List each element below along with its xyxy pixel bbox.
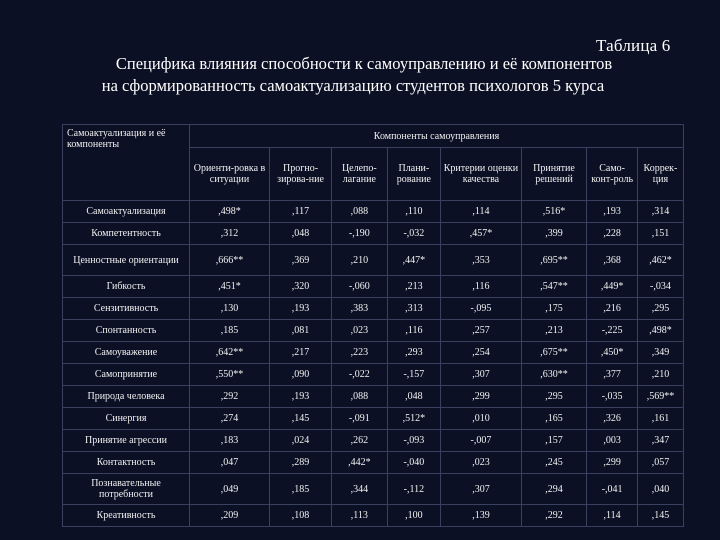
- table-cell: ,010: [441, 408, 521, 430]
- table-cell: ,295: [521, 386, 587, 408]
- table-cell: ,217: [269, 342, 331, 364]
- column-header: Принятие решений: [521, 148, 587, 201]
- table-cell: ,642**: [190, 342, 270, 364]
- table-cell: -,041: [587, 474, 638, 505]
- table-row: [63, 474, 684, 505]
- table-cell: -,093: [387, 430, 441, 452]
- column-header: Ориенти-ровка в ситуации: [190, 148, 270, 201]
- table-row: [63, 245, 684, 276]
- table-row: [63, 201, 684, 223]
- table-cell: ,130: [190, 298, 270, 320]
- table-cell: ,185: [269, 474, 331, 505]
- table-cell: ,254: [441, 342, 521, 364]
- table-cell: ,193: [269, 386, 331, 408]
- table-cell: ,462*: [637, 245, 683, 276]
- table-row: [63, 298, 684, 320]
- table-cell: ,344: [332, 474, 387, 505]
- row-label: Ценностные ориентации: [63, 245, 190, 276]
- table-cell: ,213: [387, 276, 441, 298]
- corner-header: Самоактуализация и её компоненты: [63, 125, 190, 201]
- table-cell: -,034: [637, 276, 683, 298]
- table-cell: ,161: [637, 408, 683, 430]
- column-header: Критерии оценки качества: [441, 148, 521, 201]
- table-cell: ,630**: [521, 364, 587, 386]
- table-cell: ,108: [269, 505, 331, 527]
- table-cell: ,383: [332, 298, 387, 320]
- table-cell: ,450*: [587, 342, 638, 364]
- row-label: Познавательные потребности: [63, 474, 190, 505]
- table-cell: -,157: [387, 364, 441, 386]
- table-cell: ,292: [521, 505, 587, 527]
- table-cell: ,293: [387, 342, 441, 364]
- table-cell: ,114: [441, 201, 521, 223]
- table-cell: ,023: [441, 452, 521, 474]
- table-cell: ,295: [637, 298, 683, 320]
- table-cell: ,695**: [521, 245, 587, 276]
- title-line-2: на сформированность самоактуализацию студентов психологов 5 курса: [101, 76, 605, 95]
- table-body: [63, 201, 684, 527]
- table-cell: -,007: [441, 430, 521, 452]
- column-header: Плани-рование: [387, 148, 441, 201]
- table-cell: ,185: [190, 320, 270, 342]
- table-cell: -,091: [332, 408, 387, 430]
- table-cell: ,353: [441, 245, 521, 276]
- table-cell: ,368: [587, 245, 638, 276]
- table-cell: ,049: [190, 474, 270, 505]
- table-cell: ,193: [269, 298, 331, 320]
- table-row: [63, 505, 684, 527]
- table-cell: ,113: [332, 505, 387, 527]
- row-label: Сензитивность: [63, 298, 190, 320]
- table-cell: ,003: [587, 430, 638, 452]
- table-cell: ,183: [190, 430, 270, 452]
- table-cell: ,213: [521, 320, 587, 342]
- table-cell: ,449*: [587, 276, 638, 298]
- table-row: [63, 452, 684, 474]
- row-label: Самопринятие: [63, 364, 190, 386]
- row-label: Природа человека: [63, 386, 190, 408]
- table-cell: ,057: [637, 452, 683, 474]
- correlation-table: [62, 124, 684, 527]
- table-cell: ,377: [587, 364, 638, 386]
- table-cell: ,175: [521, 298, 587, 320]
- table-cell: ,289: [269, 452, 331, 474]
- table-cell: ,117: [269, 201, 331, 223]
- table-cell: -,095: [441, 298, 521, 320]
- table-cell: ,100: [387, 505, 441, 527]
- table-cell: ,145: [637, 505, 683, 527]
- table-cell: ,313: [387, 298, 441, 320]
- table-cell: ,347: [637, 430, 683, 452]
- table-cell: ,023: [332, 320, 387, 342]
- table-cell: ,498*: [637, 320, 683, 342]
- table-number: Таблица 6: [596, 36, 671, 55]
- table-cell: ,516*: [521, 201, 587, 223]
- table-cell: ,048: [387, 386, 441, 408]
- table-cell: ,312: [190, 223, 270, 245]
- table-row: [63, 430, 684, 452]
- table-cell: ,257: [441, 320, 521, 342]
- table-cell: ,116: [441, 276, 521, 298]
- table-cell: ,090: [269, 364, 331, 386]
- table-cell: ,299: [587, 452, 638, 474]
- table-cell: ,292: [190, 386, 270, 408]
- table-cell: ,547**: [521, 276, 587, 298]
- table-row: [63, 276, 684, 298]
- table-cell: -,032: [387, 223, 441, 245]
- table-cell: ,299: [441, 386, 521, 408]
- table-cell: ,047: [190, 452, 270, 474]
- column-header: Коррек-ция: [637, 148, 683, 201]
- column-header: Само-конт-роль: [587, 148, 638, 201]
- table-cell: ,569**: [637, 386, 683, 408]
- table-cell: ,114: [587, 505, 638, 527]
- table-cell: ,081: [269, 320, 331, 342]
- row-label: Креативность: [63, 505, 190, 527]
- table-cell: ,442*: [332, 452, 387, 474]
- table-cell: ,223: [332, 342, 387, 364]
- table-cell: ,139: [441, 505, 521, 527]
- table-cell: ,512*: [387, 408, 441, 430]
- table-cell: ,210: [332, 245, 387, 276]
- table-cell: ,457*: [441, 223, 521, 245]
- table-cell: ,116: [387, 320, 441, 342]
- column-header: Целепо-лагание: [332, 148, 387, 201]
- table-cell: ,274: [190, 408, 270, 430]
- table-cell: ,088: [332, 201, 387, 223]
- table-cell: ,157: [521, 430, 587, 452]
- row-label: Синергия: [63, 408, 190, 430]
- table-cell: ,110: [387, 201, 441, 223]
- table-cell: ,369: [269, 245, 331, 276]
- table-cell: -,035: [587, 386, 638, 408]
- row-label: Самоуважение: [63, 342, 190, 364]
- table-cell: -,225: [587, 320, 638, 342]
- row-label: Самоактуализация: [63, 201, 190, 223]
- table-cell: ,048: [269, 223, 331, 245]
- table-cell: ,193: [587, 201, 638, 223]
- table-cell: ,307: [441, 474, 521, 505]
- table-cell: -,112: [387, 474, 441, 505]
- table-cell: ,498*: [190, 201, 270, 223]
- table-cell: ,088: [332, 386, 387, 408]
- table-cell: ,326: [587, 408, 638, 430]
- table-row: [63, 223, 684, 245]
- table-cell: ,294: [521, 474, 587, 505]
- table-cell: -,040: [387, 452, 441, 474]
- table-cell: ,151: [637, 223, 683, 245]
- table-cell: ,320: [269, 276, 331, 298]
- table-cell: ,245: [521, 452, 587, 474]
- table-cell: ,451*: [190, 276, 270, 298]
- table-title: [0, 53, 720, 97]
- table-cell: ,447*: [387, 245, 441, 276]
- table-cell: ,314: [637, 201, 683, 223]
- title-line-1: Специфика влияния способности к самоуправлению и её компонентов: [115, 54, 613, 73]
- table-cell: -,022: [332, 364, 387, 386]
- table-cell: ,550**: [190, 364, 270, 386]
- table-cell: ,210: [637, 364, 683, 386]
- table-row: [63, 386, 684, 408]
- row-label: Принятие агрессии: [63, 430, 190, 452]
- table-cell: ,209: [190, 505, 270, 527]
- components-header: Компоненты самоуправления: [190, 125, 684, 148]
- table-row: [63, 364, 684, 386]
- table-cell: ,307: [441, 364, 521, 386]
- column-header: Прогно-зирова-ние: [269, 148, 331, 201]
- table-cell: ,349: [637, 342, 683, 364]
- row-label: Компетентность: [63, 223, 190, 245]
- row-label: Спонтанность: [63, 320, 190, 342]
- table-cell: ,145: [269, 408, 331, 430]
- table-cell: ,165: [521, 408, 587, 430]
- table-cell: ,399: [521, 223, 587, 245]
- table-cell: -,190: [332, 223, 387, 245]
- table-cell: ,040: [637, 474, 683, 505]
- table-cell: -,060: [332, 276, 387, 298]
- table-row: [63, 320, 684, 342]
- table-row: [63, 342, 684, 364]
- table-cell: ,666**: [190, 245, 270, 276]
- table-cell: ,228: [587, 223, 638, 245]
- table-row: [63, 408, 684, 430]
- table-cell: ,675**: [521, 342, 587, 364]
- row-label: Гибкость: [63, 276, 190, 298]
- table-cell: ,024: [269, 430, 331, 452]
- table-cell: ,216: [587, 298, 638, 320]
- row-label: Контактность: [63, 452, 190, 474]
- table-cell: ,262: [332, 430, 387, 452]
